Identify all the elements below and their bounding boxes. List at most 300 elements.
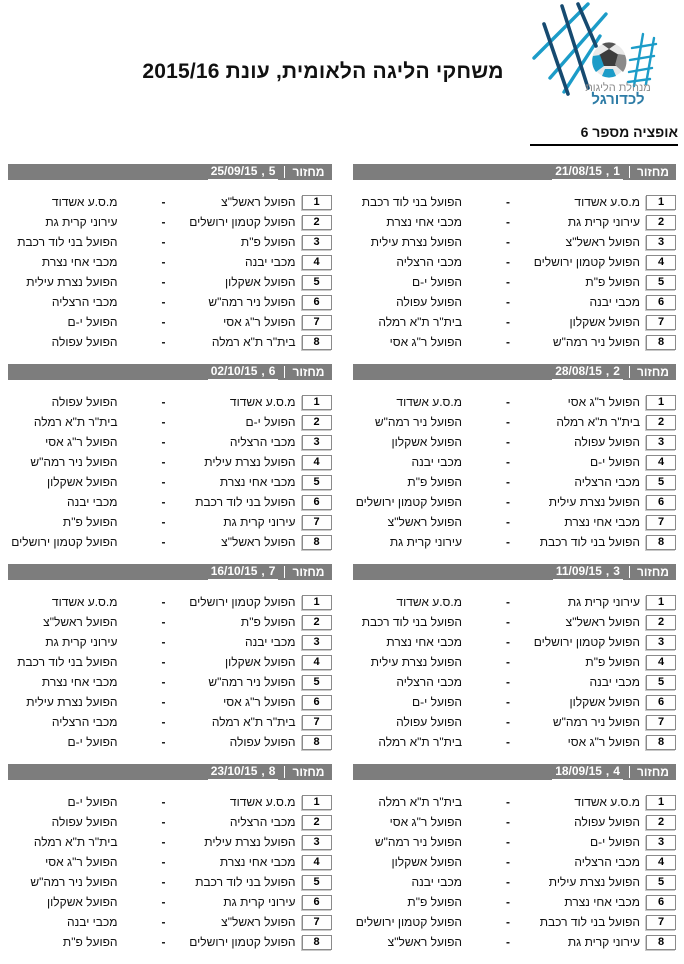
round-header-separator — [284, 166, 285, 178]
match-number-badge: 4 — [646, 855, 676, 870]
round-label: מחזור — [292, 765, 325, 779]
match-number-badge: 7 — [646, 915, 676, 930]
home-team: מ.ס.ע אשדוד — [229, 395, 296, 409]
match-number-badge: 5 — [646, 475, 676, 490]
match-row — [8, 592, 332, 612]
match-number-badge: 7 — [302, 715, 332, 730]
home-team: מכבי אחי נצרת — [219, 475, 296, 489]
round-header — [353, 364, 677, 380]
vs-dash: - — [161, 415, 166, 429]
round-header-separator — [284, 366, 285, 378]
away-team: מכבי אחי נצרת — [386, 215, 462, 229]
vs-dash: - — [506, 295, 510, 309]
match-number-badge: 4 — [302, 655, 332, 670]
home-team: הפועל אשקלון — [225, 275, 296, 289]
round-number-date — [552, 765, 623, 780]
round-block — [353, 364, 677, 552]
round-header — [8, 164, 332, 180]
match-row — [353, 232, 677, 252]
round-number-date — [208, 165, 279, 180]
match-row — [8, 532, 332, 552]
home-team: מכבי הרצליה — [574, 475, 640, 489]
match-number-badge: 6 — [646, 295, 676, 310]
match-number-badge: 2 — [302, 615, 332, 630]
away-team: הפועל ניר רמה"ש — [374, 415, 462, 429]
match-number-badge: 4 — [302, 855, 332, 870]
round-header-separator — [284, 766, 285, 778]
away-team: הפועל נצרת עילית — [26, 695, 118, 709]
vs-dash: - — [506, 595, 510, 609]
away-team: הפועל קטמון ירושלים — [11, 535, 118, 549]
round-number: 5 — [268, 163, 276, 178]
match-number-badge: 3 — [646, 235, 676, 250]
match-list — [8, 792, 332, 952]
away-team: מכבי יבנה — [66, 915, 118, 929]
vs-dash: - — [161, 915, 166, 929]
round-comma: , — [261, 363, 265, 378]
rounds-columns — [8, 164, 676, 964]
away-team: הפועל ר"ג אסי — [389, 815, 462, 829]
match-number-badge: 7 — [646, 715, 676, 730]
round-block — [353, 164, 677, 352]
match-number-badge: 1 — [646, 595, 676, 610]
away-team: הפועל ניר רמה"ש — [374, 835, 462, 849]
round-header-separator — [629, 766, 630, 778]
match-number-badge: 3 — [646, 435, 676, 450]
round-header — [8, 764, 332, 780]
match-row — [353, 792, 677, 812]
round-header-separator — [629, 166, 630, 178]
away-team: בית"ר ת"א רמלה — [33, 835, 118, 849]
home-team: הפועל פ"ת — [585, 275, 640, 289]
home-team: מ.ס.ע אשדוד — [229, 795, 296, 809]
away-team: מכבי הרצליה — [51, 715, 118, 729]
round-comma: , — [605, 363, 610, 378]
away-team: מ.ס.ע אשדוד — [51, 195, 118, 209]
match-number-badge: 4 — [302, 455, 332, 470]
away-team: הפועל נצרת עילית — [370, 655, 462, 669]
net-teal-lines — [534, 4, 606, 92]
home-team: הפועל ר"ג אסי — [223, 315, 296, 329]
match-number-badge: 6 — [302, 695, 332, 710]
match-row — [353, 312, 677, 332]
away-team: מ.ס.ע אשדוד — [51, 595, 118, 609]
round-block — [8, 364, 332, 552]
home-team: הפועל י-ם — [245, 415, 296, 429]
match-list — [8, 192, 332, 352]
home-team: הפועל ניר רמה"ש — [208, 675, 296, 689]
match-row — [8, 852, 332, 872]
match-number-badge: 8 — [302, 935, 332, 950]
match-number-badge: 2 — [646, 415, 676, 430]
away-team: הפועל בני לוד רכבת — [361, 195, 462, 209]
vs-dash: - — [161, 235, 166, 249]
rounds-column-left — [8, 164, 332, 964]
match-row — [8, 612, 332, 632]
round-number-date — [553, 565, 623, 580]
match-number-badge: 5 — [646, 875, 676, 890]
away-team: הפועל י-ם — [412, 695, 462, 709]
match-number-badge: 4 — [646, 655, 676, 670]
match-row — [353, 472, 677, 492]
match-row — [353, 332, 677, 352]
home-team: הפועל בני לוד רכבת — [195, 495, 296, 509]
match-number-badge: 7 — [646, 515, 676, 530]
match-list — [8, 592, 332, 752]
round-block — [8, 164, 332, 352]
match-row — [8, 632, 332, 652]
vs-dash: - — [161, 495, 166, 509]
match-row — [353, 612, 677, 632]
round-number: 3 — [613, 563, 620, 578]
match-row — [8, 692, 332, 712]
match-number-badge: 1 — [302, 395, 332, 410]
away-team: הפועל י-ם — [67, 735, 118, 749]
away-team: הפועל פ"ת — [407, 895, 462, 909]
home-team: הפועל בני לוד רכבת — [539, 915, 640, 929]
home-team: בית"ר ת"א רמלה — [211, 715, 296, 729]
match-row — [353, 892, 677, 912]
match-row — [353, 832, 677, 852]
match-number-badge: 6 — [646, 895, 676, 910]
match-number-badge: 6 — [302, 895, 332, 910]
vs-dash: - — [161, 315, 166, 329]
round-header-separator — [284, 566, 285, 578]
match-number-badge: 8 — [646, 935, 676, 950]
away-team: מ.ס.ע אשדוד — [396, 595, 462, 609]
vs-dash: - — [161, 675, 166, 689]
match-row — [8, 412, 332, 432]
vs-dash: - — [161, 295, 166, 309]
logo-line2: לכדורגל — [591, 91, 645, 106]
vs-dash: - — [161, 715, 166, 729]
round-date: 28/08/15 — [555, 363, 602, 378]
match-number-badge: 3 — [302, 235, 332, 250]
home-team: הפועל ר"ג אסי — [567, 735, 640, 749]
home-team: עירוני קרית גת — [223, 895, 296, 909]
vs-dash: - — [161, 335, 166, 349]
match-number-badge: 1 — [646, 195, 676, 210]
round-date: 16/10/15 — [210, 563, 258, 578]
round-number-date — [208, 365, 279, 380]
away-team: הפועל בני לוד רכבת — [17, 655, 118, 669]
round-date: 23/10/15 — [210, 763, 258, 778]
match-row — [8, 812, 332, 832]
home-team: הפועל בני לוד רכבת — [539, 535, 640, 549]
match-row — [8, 252, 332, 272]
away-team: מכבי הרצליה — [396, 255, 462, 269]
away-team: הפועל פ"ת — [62, 935, 118, 949]
match-number-badge: 5 — [646, 275, 676, 290]
vs-dash: - — [506, 395, 510, 409]
match-number-badge: 7 — [302, 915, 332, 930]
match-row — [8, 932, 332, 952]
home-team: הפועל ניר רמה"ש — [552, 715, 640, 729]
home-team: הפועל עפולה — [229, 735, 296, 749]
home-team: מכבי הרצליה — [574, 855, 640, 869]
vs-dash: - — [161, 875, 166, 889]
match-row — [8, 452, 332, 472]
home-team: מכבי יבנה — [244, 255, 296, 269]
match-row — [353, 452, 677, 472]
home-team: מכבי אחי נצרת — [564, 895, 640, 909]
home-team: עירוני קרית גת — [567, 215, 640, 229]
vs-dash: - — [161, 455, 166, 469]
home-team: מכבי יבנה — [589, 295, 640, 309]
home-team: הפועל ראשל"צ — [221, 195, 296, 209]
match-number-badge: 7 — [302, 515, 332, 530]
home-team: הפועל קטמון ירושלים — [189, 595, 296, 609]
league-administration-logo — [530, 2, 670, 106]
round-label: מחזור — [636, 565, 669, 579]
home-team: הפועל עפולה — [574, 435, 640, 449]
vs-dash: - — [506, 655, 510, 669]
round-header — [8, 364, 332, 380]
round-comma: , — [261, 763, 265, 778]
match-number-badge: 3 — [302, 835, 332, 850]
match-row — [353, 672, 677, 692]
vs-dash: - — [506, 315, 510, 329]
round-comma: , — [605, 163, 610, 178]
round-number: 6 — [268, 363, 276, 378]
round-header — [353, 564, 677, 580]
away-team: הפועל בני לוד רכבת — [361, 615, 462, 629]
round-comma: , — [605, 763, 610, 778]
match-number-badge: 6 — [302, 495, 332, 510]
vs-dash: - — [506, 615, 510, 629]
football-icon — [592, 42, 626, 77]
vs-dash: - — [506, 795, 510, 809]
vs-dash: - — [506, 935, 510, 949]
match-row — [353, 292, 677, 312]
round-header-separator — [629, 366, 630, 378]
round-date: 18/09/15 — [555, 763, 602, 778]
away-team: הפועל י-ם — [67, 315, 118, 329]
round-label: מחזור — [292, 565, 325, 579]
match-row — [8, 212, 332, 232]
away-team: הפועל ניר רמה"ש — [30, 455, 118, 469]
home-team: מ.ס.ע אשדוד — [574, 195, 640, 209]
vs-dash: - — [161, 615, 166, 629]
round-header — [353, 164, 677, 180]
match-number-badge: 3 — [646, 835, 676, 850]
round-date: 02/10/15 — [210, 363, 258, 378]
away-team: הפועל קטמון ירושלים — [355, 915, 462, 929]
vs-dash: - — [506, 715, 510, 729]
away-team: הפועל בני לוד רכבת — [17, 235, 118, 249]
away-team: מכבי אחי נצרת — [41, 675, 118, 689]
match-row — [353, 592, 677, 612]
match-row — [8, 712, 332, 732]
match-row — [8, 232, 332, 252]
match-number-badge: 1 — [302, 795, 332, 810]
match-row — [8, 492, 332, 512]
match-list — [8, 392, 332, 552]
away-team: הפועל ר"ג אסי — [45, 855, 118, 869]
vs-dash: - — [506, 235, 510, 249]
match-row — [8, 392, 332, 412]
match-number-badge: 3 — [302, 635, 332, 650]
match-row — [8, 512, 332, 532]
away-team: מ.ס.ע אשדוד — [396, 395, 462, 409]
vs-dash: - — [506, 195, 510, 209]
match-row — [353, 912, 677, 932]
vs-dash: - — [506, 695, 510, 709]
home-team: הפועל קטמון ירושלים — [189, 935, 296, 949]
vs-dash: - — [506, 435, 510, 449]
away-team: בית"ר ת"א רמלה — [378, 315, 462, 329]
home-team: הפועל נצרת עילית — [204, 835, 296, 849]
match-number-badge: 5 — [646, 675, 676, 690]
away-team: הפועל עפולה — [51, 815, 118, 829]
vs-dash: - — [506, 255, 510, 269]
round-label: מחזור — [292, 165, 325, 179]
match-row — [8, 672, 332, 692]
logo-line1: מנהלת הליגות — [585, 82, 651, 94]
home-team: מכבי אחי נצרת — [564, 515, 640, 529]
match-number-badge: 5 — [302, 275, 332, 290]
home-team: הפועל נצרת עילית — [204, 455, 296, 469]
vs-dash: - — [161, 535, 166, 549]
home-team: הפועל אשקלון — [569, 315, 640, 329]
match-row — [8, 332, 332, 352]
away-team: בית"ר ת"א רמלה — [378, 795, 462, 809]
match-number-badge: 2 — [302, 815, 332, 830]
match-number-badge: 2 — [646, 815, 676, 830]
home-team: הפועל ר"ג אסי — [223, 695, 296, 709]
round-header-separator — [629, 566, 630, 578]
away-team: הפועל אשקלון — [391, 435, 462, 449]
away-team: הפועל אשקלון — [391, 855, 462, 869]
match-number-badge: 8 — [302, 335, 332, 350]
vs-dash: - — [161, 795, 166, 809]
round-label: מחזור — [636, 365, 669, 379]
round-block — [353, 764, 677, 952]
away-team: מכבי יבנה — [411, 875, 462, 889]
home-team: הפועל ניר רמה"ש — [552, 335, 640, 349]
vs-dash: - — [506, 675, 510, 689]
vs-dash: - — [506, 215, 510, 229]
round-header — [353, 764, 677, 780]
match-row — [353, 852, 677, 872]
match-number-badge: 2 — [302, 215, 332, 230]
match-list — [353, 592, 677, 752]
match-row — [353, 632, 677, 652]
home-team: הפועל ראשל"צ — [221, 535, 296, 549]
home-team: הפועל נצרת עילית — [548, 875, 640, 889]
match-number-badge: 8 — [646, 535, 676, 550]
round-block — [353, 564, 677, 752]
match-row — [8, 872, 332, 892]
home-team: הפועל ראשל"צ — [221, 915, 296, 929]
vs-dash: - — [161, 815, 166, 829]
home-team: הפועל פ"ת — [585, 655, 640, 669]
round-label: מחזור — [636, 765, 669, 779]
match-row — [353, 932, 677, 952]
match-number-badge: 5 — [302, 475, 332, 490]
round-header — [8, 564, 332, 580]
away-team: הפועל ראשל"צ — [387, 515, 462, 529]
match-row — [353, 392, 677, 412]
match-list — [353, 392, 677, 552]
match-row — [353, 212, 677, 232]
home-team: הפועל פ"ת — [240, 615, 296, 629]
away-team: מכבי יבנה — [411, 455, 462, 469]
vs-dash: - — [161, 395, 166, 409]
away-team: הפועל עפולה — [51, 395, 118, 409]
round-number-date — [208, 565, 279, 580]
match-number-badge: 1 — [646, 395, 676, 410]
match-number-badge: 8 — [646, 335, 676, 350]
home-team: הפועל עפולה — [574, 815, 640, 829]
vs-dash: - — [506, 455, 510, 469]
match-number-badge: 4 — [646, 455, 676, 470]
home-team: הפועל ראשל"צ — [565, 235, 640, 249]
vs-dash: - — [506, 515, 510, 529]
away-team: הפועל פ"ת — [407, 475, 462, 489]
round-block — [8, 564, 332, 752]
vs-dash: - — [506, 635, 510, 649]
vs-dash: - — [506, 475, 510, 489]
match-number-badge: 4 — [646, 255, 676, 270]
vs-dash: - — [161, 635, 166, 649]
option-subtitle: אופציה מספר 6 — [530, 124, 678, 146]
away-team: הפועל עפולה — [396, 715, 462, 729]
home-team: עירוני קרית גת — [567, 935, 640, 949]
away-team: הפועל ניר רמה"ש — [30, 875, 118, 889]
match-row — [8, 792, 332, 812]
vs-dash: - — [161, 475, 166, 489]
vs-dash: - — [161, 275, 166, 289]
vs-dash: - — [506, 915, 510, 929]
round-number: 2 — [613, 363, 620, 378]
match-row — [8, 292, 332, 312]
vs-dash: - — [161, 215, 166, 229]
match-number-badge: 5 — [302, 675, 332, 690]
round-number: 7 — [268, 563, 276, 578]
away-team: מכבי הרצליה — [51, 295, 118, 309]
match-row — [8, 892, 332, 912]
away-team: הפועל ראשל"צ — [387, 935, 462, 949]
home-team: מכבי יבנה — [589, 675, 640, 689]
away-team: הפועל ר"ג אסי — [45, 435, 118, 449]
vs-dash: - — [161, 255, 166, 269]
vs-dash: - — [506, 275, 510, 289]
away-team: מכבי הרצליה — [396, 675, 462, 689]
match-row — [353, 872, 677, 892]
match-row — [353, 652, 677, 672]
match-number-badge: 2 — [646, 215, 676, 230]
away-team: עירוני קרית גת — [45, 635, 118, 649]
vs-dash: - — [161, 515, 166, 529]
away-team: הפועל אשקלון — [47, 895, 118, 909]
match-row — [8, 832, 332, 852]
match-row — [8, 312, 332, 332]
home-team: מכבי הרצליה — [229, 435, 296, 449]
home-team: הפועל קטמון ירושלים — [533, 255, 640, 269]
round-number-date — [552, 165, 623, 180]
home-team: מכבי יבנה — [244, 635, 296, 649]
vs-dash: - — [506, 895, 510, 909]
match-number-badge: 6 — [646, 695, 676, 710]
match-row — [353, 732, 677, 752]
home-team: הפועל י-ם — [590, 455, 640, 469]
away-team: מכבי יבנה — [66, 495, 118, 509]
vs-dash: - — [161, 595, 166, 609]
vs-dash: - — [161, 735, 166, 749]
vs-dash: - — [161, 195, 166, 209]
round-date: 25/09/15 — [210, 163, 258, 178]
